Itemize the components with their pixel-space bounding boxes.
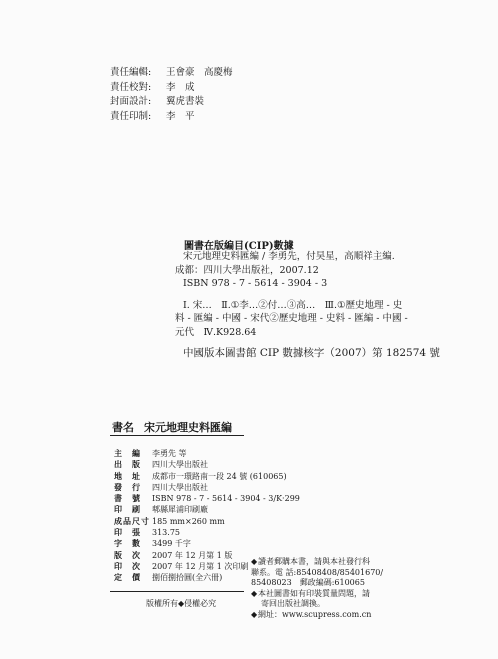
spec-row (114, 504, 300, 515)
spec-key: 印 張 (114, 527, 141, 538)
spec-value: 2007 年 12 月第 1 次印刷 (152, 561, 249, 571)
cip-gap (175, 339, 440, 347)
note-text: 本社圖書如有印裝質量問題，請 (258, 588, 370, 598)
staff-label: 責任編輯: (110, 67, 152, 78)
spec-value: 185 mm×260 mm (152, 516, 225, 526)
spec-row (114, 538, 300, 549)
cip-block (175, 250, 440, 361)
note-text: 讀者郵購本書，請與本社發行科 (258, 557, 370, 566)
spec-value: 313.75 (152, 528, 180, 538)
spec-key: 印 刷 (114, 504, 141, 515)
staff-value: 王會豪 高慶梅 (166, 67, 233, 78)
spec-value: 四川大學出版社 (152, 460, 208, 470)
spec-key: 出 版 (114, 459, 141, 470)
spec-value: 四川大學出版社 (152, 482, 208, 492)
divider (110, 591, 244, 592)
bullet-icon: ◆ (251, 609, 258, 619)
spec-key: 字 數 (114, 538, 141, 549)
spec-row (114, 482, 300, 493)
spec-row (114, 493, 300, 504)
staff-row (110, 66, 233, 81)
spec-value: 捌佰捌拾圓(全六冊) (152, 573, 223, 583)
spec-key: 書 號 (114, 493, 141, 504)
note-text: 網址：www.scupress.com.cn (258, 609, 372, 619)
note-text: 寄回出版社調換。 (261, 599, 325, 609)
staff-credits (110, 66, 233, 124)
spec-row (114, 471, 300, 482)
cip-line: 中國版本圖書館 CIP 數據核字（2007）第 182574 號 (183, 347, 440, 359)
note-text: 85408023 郵政編碼:610065 (251, 578, 365, 588)
spec-value: 3499 千字 (152, 539, 191, 549)
staff-label: 責任印制: (110, 110, 152, 122)
cip-heading: 圖書在版編目(CIP)數據 (184, 241, 294, 252)
spec-row (114, 448, 300, 459)
spec-key: 成品尺寸 (114, 515, 150, 526)
cip-line: 成都：四川大學出版社，2007.12 (175, 264, 319, 276)
copyright-notice: 版權所有◆侵權必究 (146, 599, 217, 608)
book-title-label: 書名 (112, 421, 134, 434)
note-text: 聯系。電 話:85408408/85401670/ (251, 567, 384, 577)
spec-value: ISBN 978 - 7 - 5614 - 3904 - 3/K·299 (152, 494, 300, 504)
spec-key: 發 行 (114, 481, 141, 492)
staff-value: 李 成 (166, 81, 195, 93)
spec-value: 李勇先 等 (152, 449, 187, 458)
reader-notes (251, 557, 383, 621)
staff-row (110, 81, 233, 96)
staff-row (110, 110, 233, 125)
staff-row (110, 95, 233, 110)
spec-key: 版 次 (114, 549, 141, 560)
divider (110, 435, 244, 436)
cip-line: 元代 Ⅳ.K928.64 (175, 326, 257, 338)
bullet-icon: ◆ (251, 557, 258, 566)
staff-value: 李 平 (166, 110, 195, 122)
cip-line: 宋元地理史料匯編 / 李勇先，付昊星，高順祥主編. (183, 251, 395, 262)
cip-line: ISBN 978 - 7 - 5614 - 3904 - 3 (183, 278, 328, 289)
spec-row (114, 527, 300, 538)
book-title-line (112, 419, 232, 435)
spec-value: 成都市一環路南一段 24 號 (610065) (152, 471, 287, 481)
book-title: 宋元地理史料匯編 (144, 421, 232, 434)
spec-key: 印 次 (114, 560, 141, 571)
spec-row (114, 516, 300, 527)
cip-line: 料 - 匯編 - 中國 - 宋代②歷史地理 - 史料 - 匯編 - 中國 - (175, 313, 408, 324)
staff-label: 責任校對: (110, 81, 152, 93)
staff-value: 翼虎書裝 (166, 96, 205, 107)
bullet-icon: ◆ (251, 588, 258, 598)
spec-key: 地 址 (114, 470, 141, 481)
cip-gap (175, 291, 440, 299)
cip-line: Ⅰ. 宋… Ⅱ.①李…②付…③高… Ⅲ.①歷史地理 - 史 (183, 299, 403, 311)
spec-value: 2007 年 12 月第 1 版 (152, 550, 233, 560)
spec-row (114, 459, 300, 470)
staff-label: 封面設計: (110, 96, 152, 107)
spec-value: 郫縣犀浦印刷廠 (152, 505, 208, 515)
spec-key: 定 價 (114, 572, 141, 583)
spec-key: 主 編 (114, 448, 141, 458)
